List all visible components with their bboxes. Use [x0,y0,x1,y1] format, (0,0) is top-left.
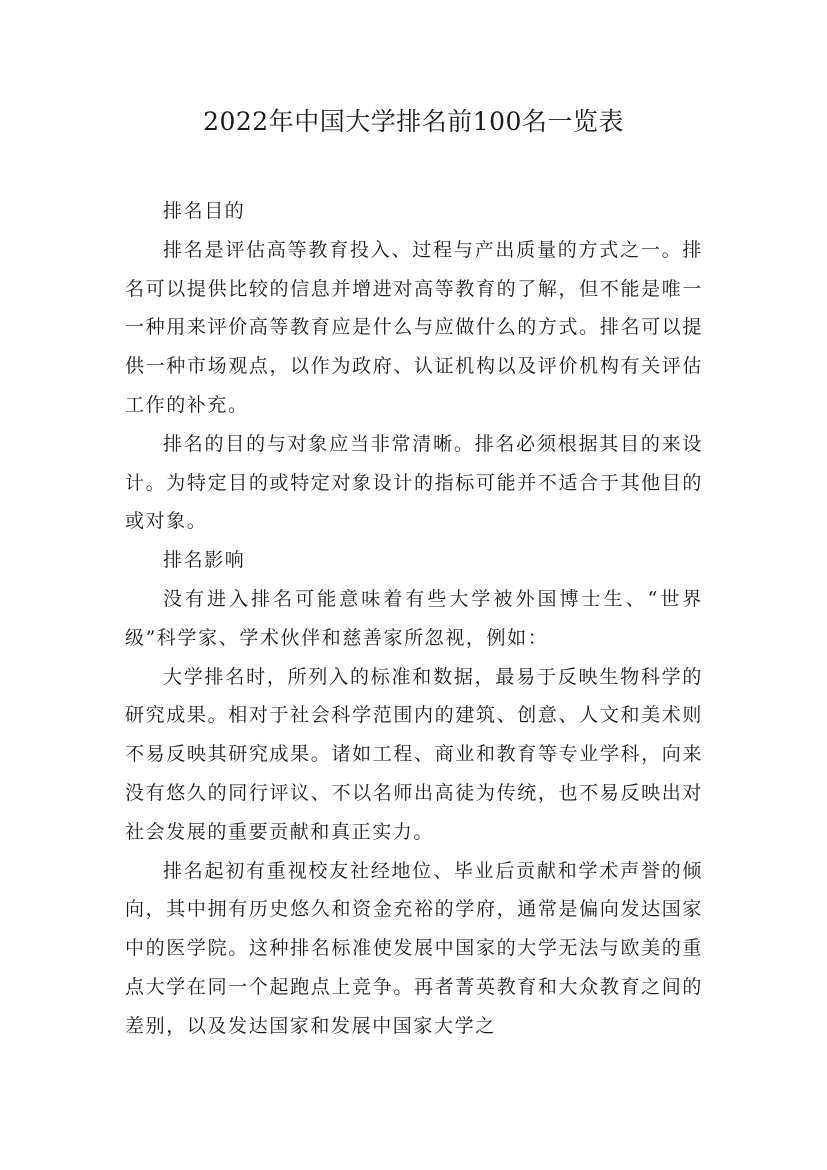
document-title: 2022年中国大学排名前100名一览表 [203,107,624,136]
paragraph: 排名的目的与对象应当非常清晰。排名必须根据其目的来设计。为特定目的或特定对象设计的指标可能并不适合于其他目的或对象。 [125,432,703,533]
section-heading-purpose: 排名目的 [163,200,246,222]
section-heading-impact: 排名影响 [163,549,246,572]
paragraph: 排名是评估高等教育投入、过程与产出质量的方式之一。排名可以提供比较的信息并增进对高等教育的了解，但不能是唯一一种用来评价高等教育应是什么与应做什么的方式。排名可以提供一种市场观点，以作为政府、认证机构以及评价机构有关评估工作的补充。 [125,238,703,416]
paragraph: 大学排名时，所列入的标准和数据，最易于反映生物科学的研究成果。相对于社会科学范围内的建筑、创意、人文和美术则不易反映其研究成果。诸如工程、商业和教育等专业学科，向来没有悠久的同行评议、不以名师出高徒为传统，也不易反映出对社会发展的重要贡献和真正实力。 [125,665,703,843]
paragraph: 没有进入排名可能意味着有些大学被外国博士生、“世界级”科学家、学术伙伴和慈善家所忽视，例如： [125,587,703,649]
document-body [125,192,703,1046]
paragraph: 排名起初有重视校友社经地位、毕业后贡献和学术声誉的倾向，其中拥有历史悠久和资金充裕的学府，通常是偏向发达国家中的医学院。这种排名标准使发展中国家的大学无法与欧美的重点大学在同一个起跑点上竞争。再者菁英教育和大众教育之间的差别，以及发达国家和发展中国家大学之 [125,859,703,1037]
